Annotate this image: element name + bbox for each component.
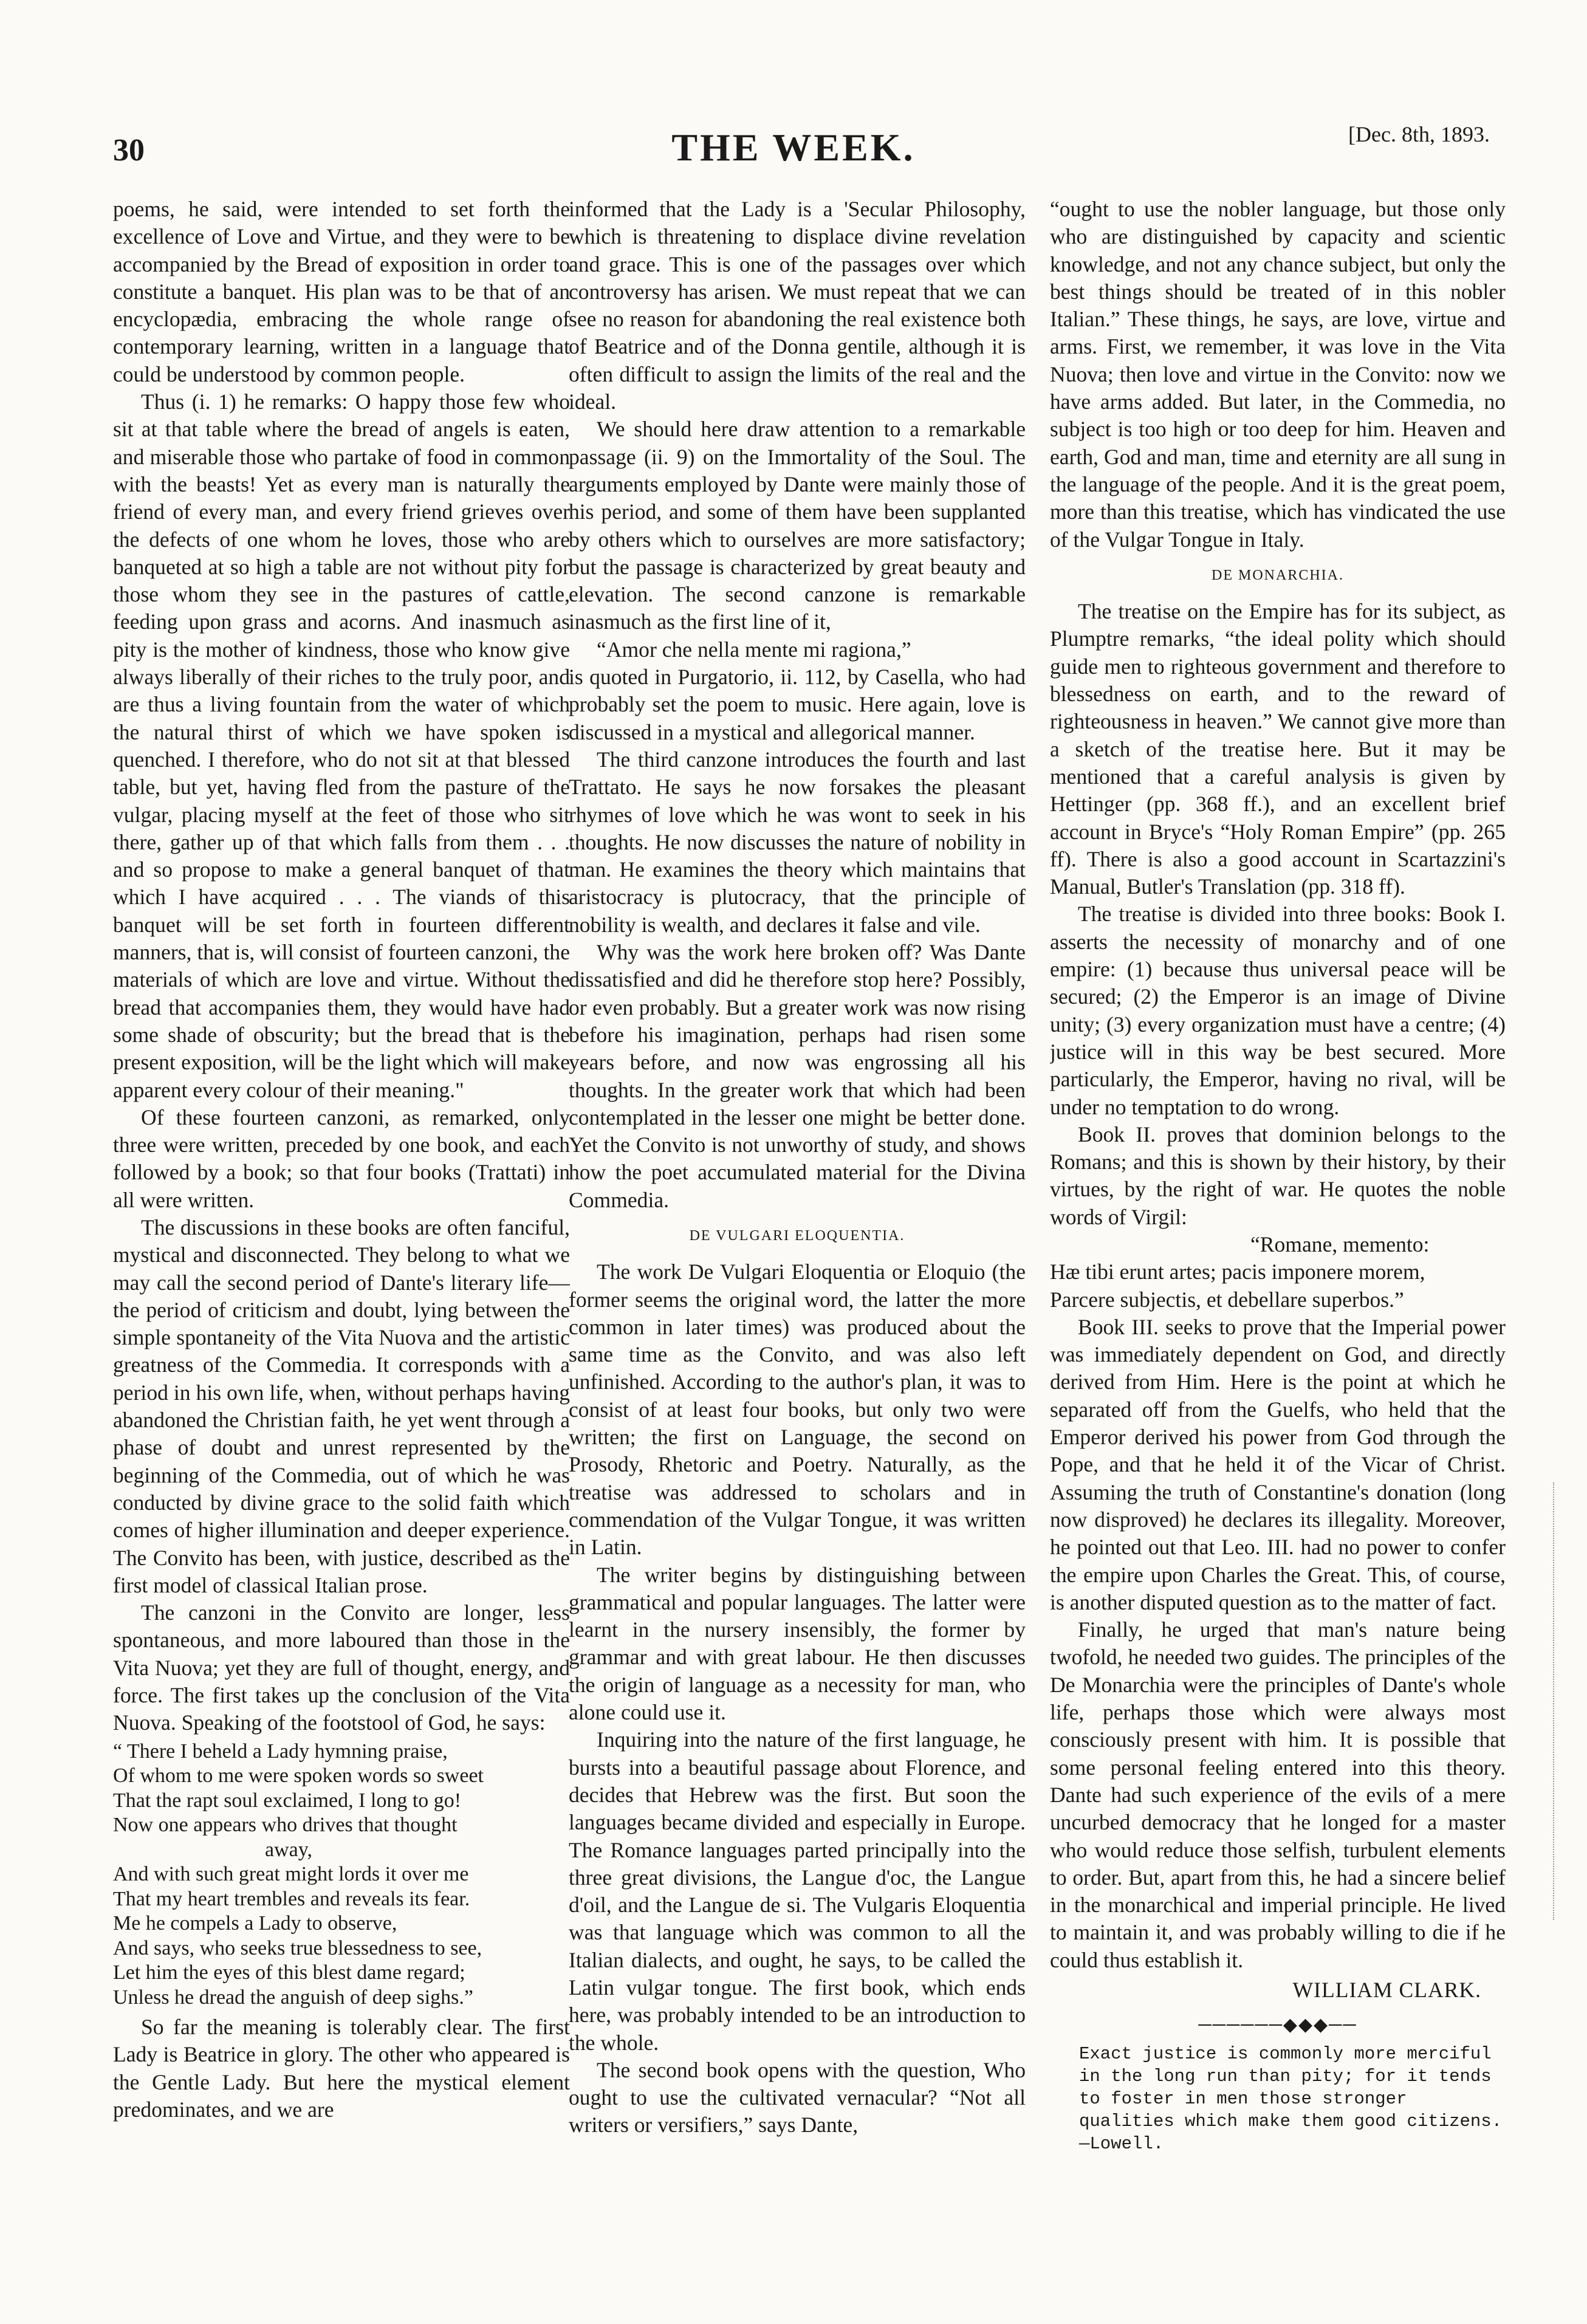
verse-line: And with such great might lords it over me [113,1863,469,1886]
verse-line: Let him the eyes of this blest dame regard; [113,1961,465,1984]
paragraph: The writer begins by distinguishing between grammatical and popular languages. The latter were learnt in the nursery insensibly, the former by grammar and with great labour. He then discusses the origin of language as a necessity for man, who alone could use it. [569,1562,1026,1725]
paragraph: informed that the Lady is a 'Secular Philosophy, which is threatening to displace divine revelation and grace. This is one of the passages over which controversy has arisen. We must repeat that we can see no reason for abandoning the real existence both of Beatrice and of the Donna gentile, although it is often difficult to assign the limits of the real and the ideal. [569,197,1026,414]
verse-line: Now one appears who drives that thought [113,1814,458,1837]
epigraph-author: —Lowell. [1079,2133,1164,2154]
paragraph: Thus (i. 1) he remarks: O happy those few who sit at that table where the bread of angels is eaten, and miserable those who partake of food in common with the beasts! Yet as every man is naturally the friend of every man, and every friend grieves over the defects of one whom he loves, those who are banqueted at so high a table are not without pity for those whom they see in the pastures of cattle, feeding upon grass and acorns. And inasmuch as pity is the mother of kindness, those who know give always liberally of their riches to the truly poor, and are thus a living fountain from the water of which the natural thirst of which we have spoken is quenched. I therefore, who do not sit at that blessed table, but yet, having fled from the pasture of the vulgar, placing myself at the feet of those who sit there, gather up of that which falls from them . . . and so propose to make a general banquet of that which I have acquired . . . The viands of this banquet will be set forth in fourteen different manners, that is, will consist of fourteen canzoni, the materials of which are love and virtue. Without the bread that accompanies them, they would have had some shade of obscurity; but the bread that is the present exposition, will be the light which will make apparent every colour of their meaning." [113,389,570,1102]
column-middle [569,196,1026,2298]
page-header [0,0,1587,182]
paragraph: The canzoni in the Convito are longer, less spontaneous, and more laboured than those in the Vita Nuova; yet they are full of thought, energy, and force. The first takes up the conclusion of the Vita Nuova. Speaking of the footstool of God, he says: [113,1600,570,1735]
divider-ornament-icon: ──────◆◆◆── [1198,2015,1357,2035]
page-number: 30 [113,133,145,168]
section-heading: DE VULGARI ELOQUENTIA. [689,1227,905,1244]
paragraph: Book III. seeks to prove that the Imperial power was immediately dependent on God, and directly derived from Him. Here is the point at which he separated off from the Guelfs, who held that the Emperor derived his power from God through the Pope, and that he held it of the Vicar of Christ. Assuming the truth of Constantine's donation (long now disproved) he declares its illegality. Moreover, he pointed out that Leo. III. had no power to confer the empire upon Charles the Great. This, of course, is another disputed question as to the matter of fact. [1050,1314,1506,1614]
verse-quotation [113,1740,570,2010]
paragraph: We should here draw attention to a remarkable passage (ii. 9) on the Immortality of the Soul. The arguments employed by Dante were mainly those of his period, and some of them have been supplanted by others which to ourselves are more satisfactory; but the passage is characterized by great beauty and elevation. The second canzone is remarkable inasmuch as the first line of it, [569,417,1026,634]
verse-line: That my heart trembles and reveals its fear. [113,1887,470,1910]
verse-line: That the rapt soul exclaimed, I long to go! [113,1789,462,1812]
column-right [1050,196,1506,2298]
paragraph: The work De Vulgari Eloquentia or Eloquio (the former seems the original word, the latter the more common in later times) was produced about the same time as the Convito, and was also left unfinished. According to the author's plan, it was to consist of at least four books, but only two were written; the first on Language, the second on Prosody, Rhetoric and Poetry. Naturally, as the treatise was addressed to scholars and in commendation of the Vulgar Tongue, it was written in Latin. [569,1260,1026,1560]
margin-dotted-rule [1553,1482,1555,1920]
paragraph: poems, he said, were intended to set forth the excellence of Love and Virtue, and they were to be accompanied by the Bread of exposition in order to constitute a banquet. His plan was to be that of an encyclopædia, embracing the whole range of contemporary learning, written in a language that could be understood by common people. [113,197,570,386]
verse-line: Of whom to me were spoken words so sweet [113,1764,484,1788]
latin-line: Parcere subjectis, et debellare superbos.” [1050,1287,1404,1312]
epigraph [1050,2043,1506,2155]
verse-line: And says, who seeks true blessedness to see, [113,1936,482,1959]
latin-line: “Romane, memento: [1250,1232,1430,1256]
verse-line: Me he compels a Lady to observe, [113,1912,397,1935]
quoted-line: “Amor che nella mente mi ragiona,” [597,637,911,662]
paragraph: The treatise is divided into three books: Book I. asserts the necessity of monarchy and of one empire: (1) because thus universal peace will be secured; (2) the Emperor is an image of Divine unity; (3) every organization must have a centre; (4) justice will in this way be best secured. More particularly, the Emperor, having no rival, will be under no temptation to do wrong. [1050,902,1506,1119]
paragraph: Inquiring into the nature of the first language, he bursts into a beautiful passage about Florence, and decides that Hebrew was the first. But soon the languages became divided and especially in Europe. The Romance languages parted principally into the three great divisions, the Langue d'oc, the Langue d'oil, and the Langue de si. The Vulgaris Eloquentia was that language which was common to all the Italian dialects, and ought, he says, to be called the Latin vulgar tongue. The first book, which ends here, was probably intended to be an introduction to the whole. [569,1727,1026,2055]
verse-line: “ There I beheld a Lady hymning praise, [113,1740,448,1763]
paragraph: The discussions in these books are often fanciful, mystical and disconnected. They belong to what we may call the second period of Dante's literary life—the period of criticism and doubt, lying between the simple spontaneity of the Vita Nuova and the artistic greatness of the Commedia. It corresponds with a period in his own life, when, without perhaps having abandoned the Christian faith, he yet went through a phase of doubt and unrest represented by the beginning of the Commedia, out of which he was conducted by divine grace to the solid faith which comes of higher illumination and deeper experience. The Convito has been, with justice, described as the first model of classical Italian prose. [113,1215,570,1597]
latin-line: Hæ tibi erunt artes; pacis imponere morem, [1050,1260,1425,1284]
paragraph: The treatise on the Empire has for its subject, as Plumptre remarks, “the ideal polity which should guide men to righteous government and therefore to blessedness on earth, and to the reward of righteousness in heaven.” We cannot give more than a sketch of the treatise here. But it may be mentioned that a careful analysis is given by Hettinger (pp. 368 ff.), and an excellent brief account in Bryce's “Holy Roman Empire” (pp. 265 ff). There is also a good account in Scartazzini's Manual, Butler's Translation (pp. 318 ff). [1050,599,1506,899]
column-left [113,196,570,2298]
paragraph: “ought to use the nobler language, but those only who are distinguished by capacity and scientic knowledge, and not any chance subject, but only the best things should be treated of in this nobler Italian.” These things, he says, are love, virtue and arms. First, we remember, it was love in the Vita Nuova; then love and virtue in the Convito: now we have arms added. But later, in the Commedia, no subject is too high or too deep for him. Heaven and earth, God and man, time and eternity are all sung in the language of the people. And it is the great poem, more than this treatise, which has vindicated the use of the Vulgar Tongue in Italy. [1050,197,1506,552]
section-heading: DE MONARCHIA. [1212,567,1344,583]
epigraph-text: Exact justice is commonly more merciful in the long run than pity; for it tends to foster in men those stronger qualities which make them good citizens. [1079,2043,1503,2131]
author-signature: WILLIAM CLARK. [1292,1978,1481,2002]
paragraph: Book II. proves that dominion belongs to the Romans; and this is shown by their history, by their virtues, by the right of war. He quotes the noble words of Virgil: [1050,1122,1506,1229]
paragraph: The third canzone introduces the fourth and last Trattato. He says he now forsakes the pleasant rhymes of love which he was wont to seek in his thoughts. He now discusses the nature of nobility in man. He examines the theory which maintains that aristocracy is plutocracy, that the principle of nobility is wealth, and declares it false and vile. [569,747,1026,937]
paragraph: is quoted in Purgatorio, ii. 112, by Casella, who had probably set the poem to music. Here again, love is discussed in a mystical and allegorical manner. [569,665,1026,744]
issue-date: [Dec. 8th, 1893. [1348,122,1490,146]
paragraph: Finally, he urged that man's nature being twofold, he needed two guides. The principles of the De Monarchia were the principles of Dante's whole life, perhaps those which were always most consciously present with him. It is possible that some personal feeling entered into this theory. Dante had such experience of the evils of a mere uncurbed democracy that he longed for a master who would reduce those selfish, turbulent elements to order. But, apart from this, he had a sincere belief in the monarchical and imperial principle. He lived to maintain it, and was probably willing to die if he could thus establish it. [1050,1617,1506,1972]
paragraph: The second book opens with the question, Who ought to use the cultivated vernacular? “Not all writers or versifiers,” says Dante, [569,2057,1026,2137]
verse-line: away, [265,1838,313,1861]
masthead-title: THE WEEK. [671,126,916,169]
paragraph: Of these fourteen canzoni, as remarked, only three were written, preceded by one book, and each followed by a book; so that four books (Trattati) in all were written. [113,1105,570,1212]
paragraph: Why was the work here broken off? Was Dante dissatisfied and did he therefore stop here? Possibly, or even probably. But a greater work was now rising before his imagination, perhaps had risen some years before, and now was engrossing all his thoughts. In the greater work that which had been contemplated in the lesser one might be better done. Yet the Convito is not unworthy of study, and shows how the poet accumulated material for the Divina Commedia. [569,940,1026,1212]
verse-line: Unless he dread the anguish of deep sighs.” [113,1986,473,2009]
latin-quotation [1050,1231,1506,1314]
paragraph: So far the meaning is tolerably clear. The first Lady is Beatrice in glory. The other who appeared is the Gentle Lady. But here the mystical element predominates, and we are [113,2015,570,2122]
